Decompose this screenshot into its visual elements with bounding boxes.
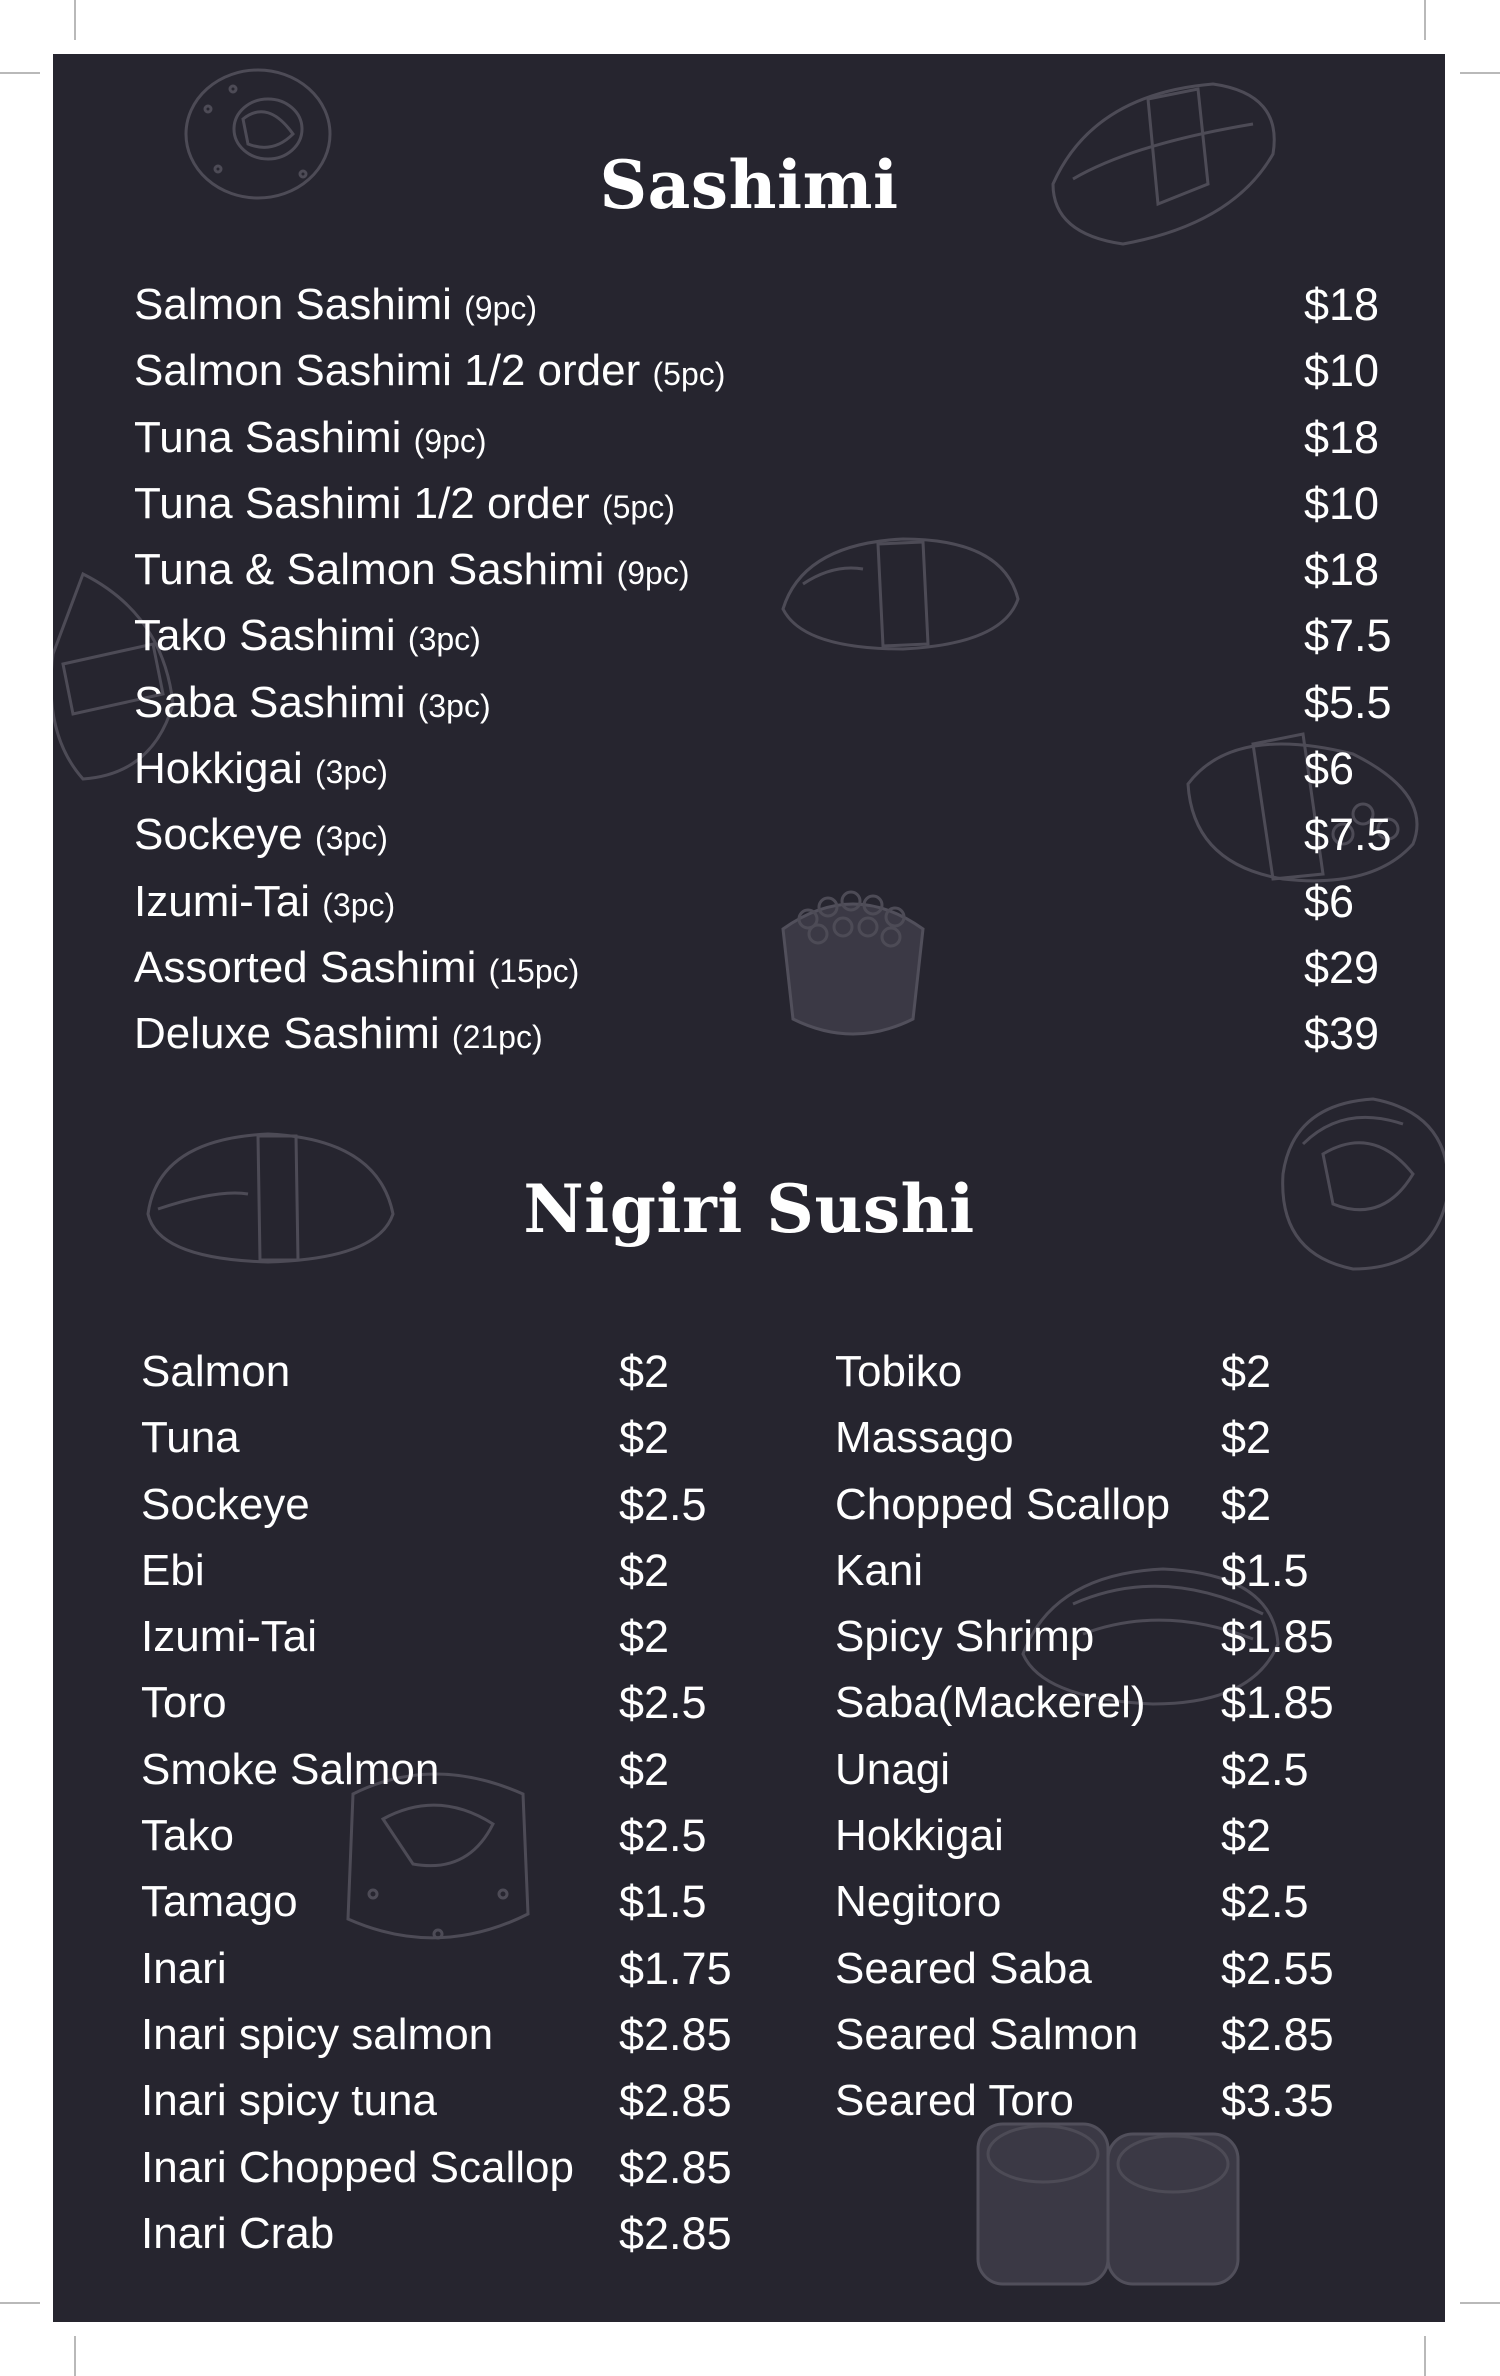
sashimi-item [134, 471, 1380, 537]
sashimi-item [134, 802, 1392, 868]
nigiri-item [141, 1538, 761, 1604]
sashimi-item-name [134, 670, 491, 739]
sashimi-item-name [134, 338, 725, 407]
sashimi-item-name [134, 603, 481, 672]
sashimi-item-name [134, 869, 395, 938]
nigiri-item-name: Kani [835, 1545, 924, 1595]
nigiri-item [141, 1737, 761, 1803]
sashimi-item-quantity: (3pc) [417, 687, 491, 724]
nigiri-item [835, 1339, 1395, 1405]
nigiri-item-name: Ebi [141, 1545, 205, 1595]
sashimi-item [134, 935, 1380, 1001]
sashimi-item-name [134, 272, 537, 341]
nigiri-item [835, 2068, 1395, 2134]
nigiri-item [835, 1737, 1395, 1803]
nigiri-item-price: $1.5 [619, 1876, 707, 1928]
nigiri-item [141, 2201, 761, 2267]
nigiri-item-name: Inari spicy tuna [141, 2076, 437, 2126]
nigiri-item [141, 1472, 761, 1538]
nigiri-item-price: $3.35 [1221, 2075, 1334, 2127]
sashimi-item-label: Sockeye [134, 810, 303, 860]
sashimi-item-name [134, 802, 388, 871]
nigiri-item [835, 1405, 1395, 1471]
sashimi-item [134, 603, 1392, 669]
nigiri-item-price: $1.85 [1221, 1677, 1334, 1729]
crop-mark-bottom-right-v [1424, 2336, 1426, 2376]
nigiri-item-price: $2 [1221, 1478, 1272, 1530]
nigiri-item-name: Massago [835, 1413, 1014, 1463]
nigiri-item-price: $2 [619, 1743, 670, 1795]
nigiri-item-price: $1.75 [619, 1942, 732, 1994]
nigiri-item [835, 1936, 1395, 2002]
nigiri-item-name: Inari Crab [141, 2208, 335, 2258]
nigiri-item-price: $1.5 [1221, 1544, 1309, 1596]
sashimi-item-label: Tuna Sashimi 1/2 order [134, 478, 590, 528]
sashimi-item-label: Salmon Sashimi 1/2 order [134, 346, 641, 396]
crop-mark-top-left-v [74, 0, 76, 40]
nigiri-item-name: Izumi-Tai [141, 1612, 318, 1662]
nigiri-item-name: Chopped Scallop [835, 1479, 1171, 1529]
nigiri-list-right [835, 1339, 1395, 2135]
nigiri-item [141, 2135, 761, 2201]
nigiri-item-name: Smoke Salmon [141, 1744, 440, 1794]
sashimi-item-label: Salmon Sashimi [134, 280, 452, 329]
sashimi-item-price: $10 [1304, 477, 1380, 529]
nigiri-item [141, 1936, 761, 2002]
sashimi-item-quantity: (15pc) [488, 952, 580, 989]
crop-mark-bottom-left-h [0, 2302, 40, 2304]
nigiri-item-name: Inari spicy salmon [141, 2009, 494, 2059]
sashimi-item-price: $29 [1304, 941, 1380, 993]
nigiri-item-name: Sockeye [141, 1479, 310, 1529]
sashimi-list [134, 272, 1392, 1068]
nigiri-item-name: Unagi [835, 1744, 950, 1794]
nigiri-item-name: Inari Chopped Scallop [141, 2142, 574, 2192]
sashimi-item-label: Izumi-Tai [134, 876, 311, 926]
sashimi-item-price: $6 [1304, 743, 1355, 795]
nigiri-item-name: Inari [141, 1943, 227, 1993]
sashimi-item-quantity: (3pc) [322, 886, 396, 923]
nigiri-item [141, 2002, 761, 2068]
sashimi-item [134, 405, 1380, 471]
nigiri-item-name: Seared Saba [835, 1943, 1092, 1993]
sashimi-item-quantity: (3pc) [407, 621, 481, 658]
sashimi-item [134, 338, 1380, 404]
menu-panel [53, 54, 1445, 2322]
sashimi-item-quantity: (9pc) [616, 555, 690, 592]
sashimi-item [134, 670, 1392, 736]
sashimi-title: Sashimi [599, 146, 899, 224]
nigiri-item [835, 1604, 1395, 1670]
sashimi-item-price: $5.5 [1304, 676, 1392, 728]
nigiri-item [835, 1472, 1395, 1538]
sashimi-item-name [134, 537, 690, 606]
sashimi-item-name [134, 736, 388, 805]
nigiri-item-price: $2.5 [619, 1478, 707, 1530]
nigiri-item-price: $2.5 [1221, 1876, 1309, 1928]
nigiri-item [835, 1538, 1395, 1604]
nigiri-item [141, 1869, 761, 1935]
nigiri-list-left [141, 1339, 761, 2267]
nigiri-item-price: $2 [619, 1412, 670, 1464]
sashimi-item-label: Tako Sashimi [134, 611, 396, 661]
sashimi-item-price: $7.5 [1304, 809, 1392, 861]
sashimi-item [134, 736, 1355, 802]
nigiri-item-price: $1.85 [1221, 1611, 1334, 1663]
nigiri-item [141, 1803, 761, 1869]
sashimi-item-label: Hokkigai [134, 744, 303, 794]
nigiri-item-price: $2 [1221, 1346, 1272, 1397]
nigiri-item [141, 1670, 761, 1736]
sashimi-item-price: $18 [1304, 544, 1380, 596]
nigiri-item [835, 1869, 1395, 1935]
sashimi-item-quantity: (9pc) [464, 290, 538, 326]
nigiri-item-name: Hokkigai [835, 1811, 1004, 1861]
sashimi-item-price: $18 [1304, 279, 1380, 330]
sashimi-item-price: $39 [1304, 1008, 1380, 1060]
crop-mark-top-right-h [1460, 72, 1500, 74]
nigiri-item-price: $2.5 [619, 1810, 707, 1862]
nigiri-item [141, 1405, 761, 1471]
sashimi-item-label: Deluxe Sashimi [134, 1009, 440, 1059]
nigiri-item-price: $2 [619, 1611, 670, 1663]
nigiri-item-name: Toro [141, 1678, 227, 1728]
nigiri-item [835, 1670, 1395, 1736]
nigiri-item [141, 1604, 761, 1670]
nigiri-item-price: $2.85 [619, 2141, 732, 2193]
sashimi-item-quantity: (5pc) [601, 488, 675, 525]
nigiri-item-name: Salmon [141, 1347, 291, 1396]
sashimi-item-quantity: (3pc) [315, 820, 388, 857]
nigiri-item-price: $2 [619, 1346, 670, 1397]
nigiri-item [835, 1803, 1395, 1869]
nigiri-item-price: $2 [1221, 1810, 1272, 1862]
nigiri-item-name: Seared Salmon [835, 2009, 1139, 2059]
sashimi-item [134, 272, 1380, 338]
sashimi-item-label: Tuna Sashimi [134, 412, 402, 462]
nigiri-item-price: $2.5 [1221, 1743, 1309, 1795]
sashimi-item-name [134, 405, 487, 474]
nigiri-item [835, 2002, 1395, 2068]
nigiri-item-name: Saba(Mackerel) [835, 1678, 1146, 1728]
sashimi-item [134, 1001, 1380, 1067]
sashimi-item-label: Assorted Sashimi [134, 942, 477, 992]
sashimi-item-quantity: (3pc) [314, 754, 388, 791]
sashimi-item [134, 869, 1355, 935]
nigiri-item-price: $2.5 [619, 1677, 707, 1729]
sashimi-item-quantity: (9pc) [413, 422, 487, 459]
crop-mark-bottom-right-h [1460, 2302, 1500, 2304]
nigiri-title: Nigiri Sushi [523, 1170, 975, 1248]
crop-mark-bottom-left-v [74, 2336, 76, 2376]
nigiri-item-price: $2.85 [1221, 2008, 1334, 2060]
nigiri-item-name: Tamago [141, 1877, 298, 1927]
sashimi-item-price: $6 [1304, 875, 1355, 927]
sashimi-item-label: Tuna & Salmon Sashimi [134, 545, 605, 595]
nigiri-item-name: Spicy Shrimp [835, 1612, 1095, 1662]
nigiri-item-name: Negitoro [835, 1877, 1002, 1927]
crop-mark-top-right-v [1424, 0, 1426, 40]
nigiri-item-price: $2.85 [619, 2008, 732, 2060]
nigiri-item-price: $2.55 [1221, 1942, 1334, 1994]
nigiri-item-name: Seared Toro [835, 2076, 1074, 2126]
crop-mark-top-left-h [0, 72, 40, 74]
nigiri-item-name: Tuna [141, 1413, 240, 1463]
nigiri-item [141, 2068, 761, 2134]
sashimi-item-price: $18 [1304, 411, 1380, 463]
nigiri-item-price: $2 [619, 1544, 670, 1596]
sashimi-item-label: Saba Sashimi [134, 677, 406, 727]
nigiri-item-name: Tobiko [835, 1347, 963, 1396]
sashimi-item-name [134, 1001, 543, 1070]
sashimi-item-quantity: (21pc) [451, 1019, 543, 1056]
nigiri-item-price: $2.85 [619, 2207, 732, 2259]
nigiri-item-price: $2 [1221, 1412, 1272, 1464]
sashimi-item [134, 537, 1380, 603]
sashimi-item-quantity: (5pc) [652, 356, 726, 393]
nigiri-item-price: $2.85 [619, 2075, 732, 2127]
sashimi-item-name [134, 471, 675, 540]
nigiri-item-name: Tako [141, 1811, 234, 1861]
sashimi-item-name [134, 935, 579, 1004]
sashimi-item-price: $7.5 [1304, 610, 1392, 662]
sashimi-item-price: $10 [1304, 345, 1380, 397]
nigiri-item [141, 1339, 761, 1405]
